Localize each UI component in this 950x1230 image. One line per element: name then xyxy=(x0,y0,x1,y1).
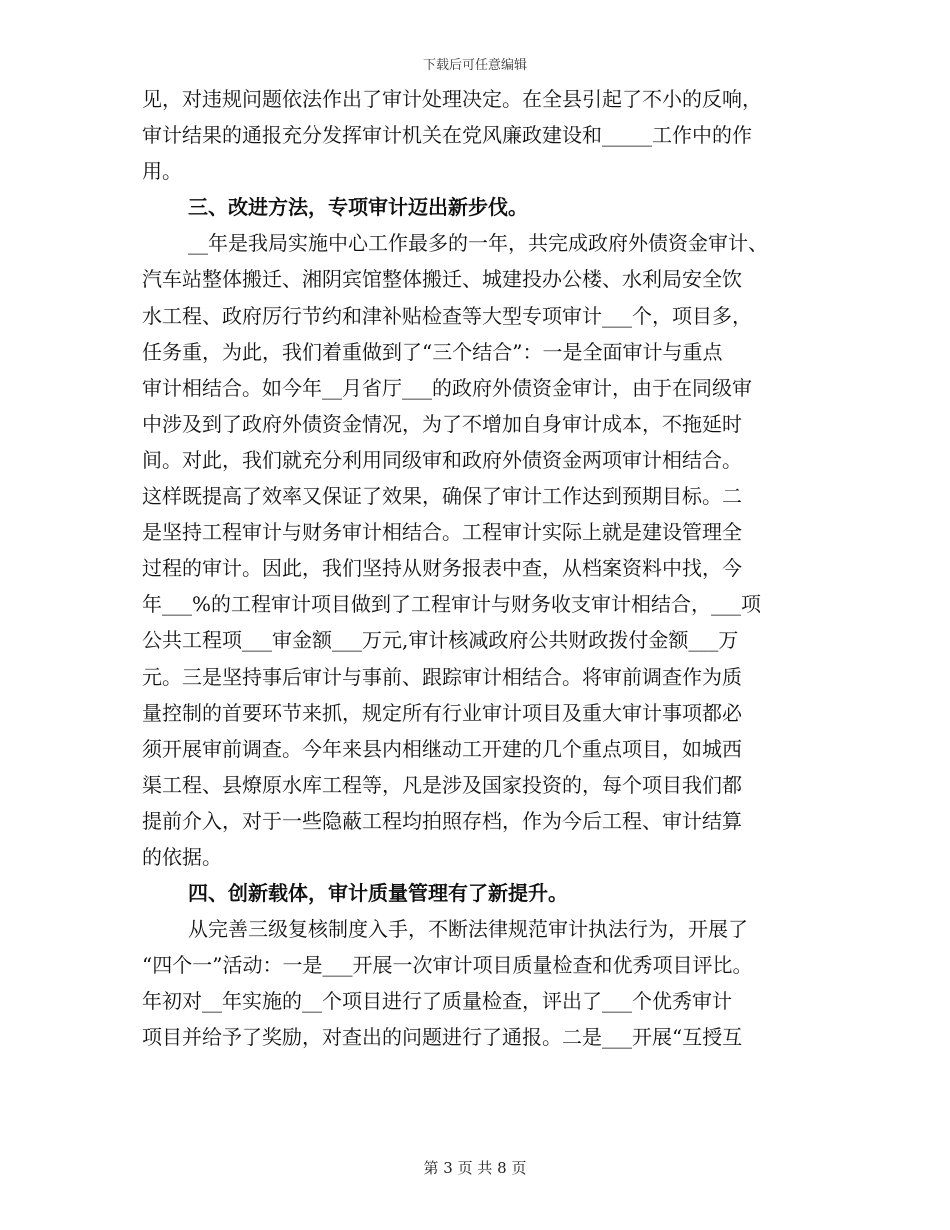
body-line: 中涉及到了政府外债资金情况，为了不增加自身审计成本，不拖延时 xyxy=(142,411,742,436)
body-line: 量控制的首要环节来抓，规定所有行业审计项目及重大审计事项都必 xyxy=(142,700,742,725)
document-body xyxy=(142,81,814,1056)
body-line: 的依据。 xyxy=(142,844,222,869)
body-line: 审计结果的通报充分发挥审计机关在党风廉政建设和_____工作中的作 xyxy=(142,123,752,148)
body-line: 汽车站整体搬迁、湘阴宾馆整体搬迁、城建投办公楼、水利局安全饮 xyxy=(142,267,742,292)
body-line: 须开展审前调查。今年来县内相继动工开建的几个重点项目，如城西 xyxy=(142,736,742,761)
body-line: 这样既提高了效率又保证了效果，确保了审计工作达到预期目标。二 xyxy=(142,484,742,509)
header-note: 下载后可任意编辑 xyxy=(422,58,527,73)
body-line: 是坚持工程审计与财务审计相结合。工程审计实际上就是建设管理全 xyxy=(142,520,742,545)
body-line: 过程的审计。因此，我们坚持从财务报表中查，从档案资料中找，今 xyxy=(142,556,742,581)
section-heading: 四、创新载体，审计质量管理有了新提升。 xyxy=(188,881,568,906)
body-line: 公共工程项___审金额___万元,审计核减政府公共财政拨付金额___万 xyxy=(142,628,739,653)
body-line: “四个一”活动：一是___开展一次审计项目质量检查和优秀项目评比。 xyxy=(142,953,753,978)
body-line: 审计相结合。如今年__月省厅___的政府外债资金审计，由于在同级审 xyxy=(142,375,752,400)
body-line: 从完善三级复核制度入手，不断法律规范审计执法行为，开展了 xyxy=(188,917,748,942)
body-line: __年是我局实施中心工作最多的一年，共完成政府外债资金审计、 xyxy=(188,231,768,256)
body-line: 提前介入，对于一些隐蔽工程均拍照存档，作为今后工程、审计结算 xyxy=(142,808,742,833)
body-line: 任务重，为此，我们着重做到了“三个结合”：一是全面审计与重点 xyxy=(142,339,723,364)
body-line: 渠工程、县燎原水库工程等，凡是涉及国家投资的，每个项目我们都 xyxy=(142,772,742,797)
body-line: 项目并给予了奖励，对查出的问题进行了通报。二是___开展“互授互 xyxy=(142,1025,743,1050)
body-line: 水工程、政府厉行节约和津补贴检查等大型专项审计___个，项目多， xyxy=(142,303,752,328)
body-line: 元。三是坚持事后审计与事前、跟踪审计相结合。将审前调查作为质 xyxy=(142,664,742,689)
body-line: 年___%的工程审计项目做到了工程审计与财务收支审计相结合，___项 xyxy=(142,592,762,617)
page-footer: 第 3 页 共 8 页 xyxy=(423,1159,527,1177)
body-line: 用。 xyxy=(142,159,182,184)
body-line: 年初对__年实施的__个项目进行了质量检查，评出了___个优秀审计 xyxy=(142,989,732,1014)
body-line: 见，对违规问题依法作出了审计处理决定。在全县引起了不小的反响， xyxy=(142,87,762,111)
body-line: 间。对此，我们就充分利用同级审和政府外债资金两项审计相结合。 xyxy=(142,447,742,472)
section-heading: 三、改进方法，专项审计迈出新步伐。 xyxy=(188,195,528,220)
